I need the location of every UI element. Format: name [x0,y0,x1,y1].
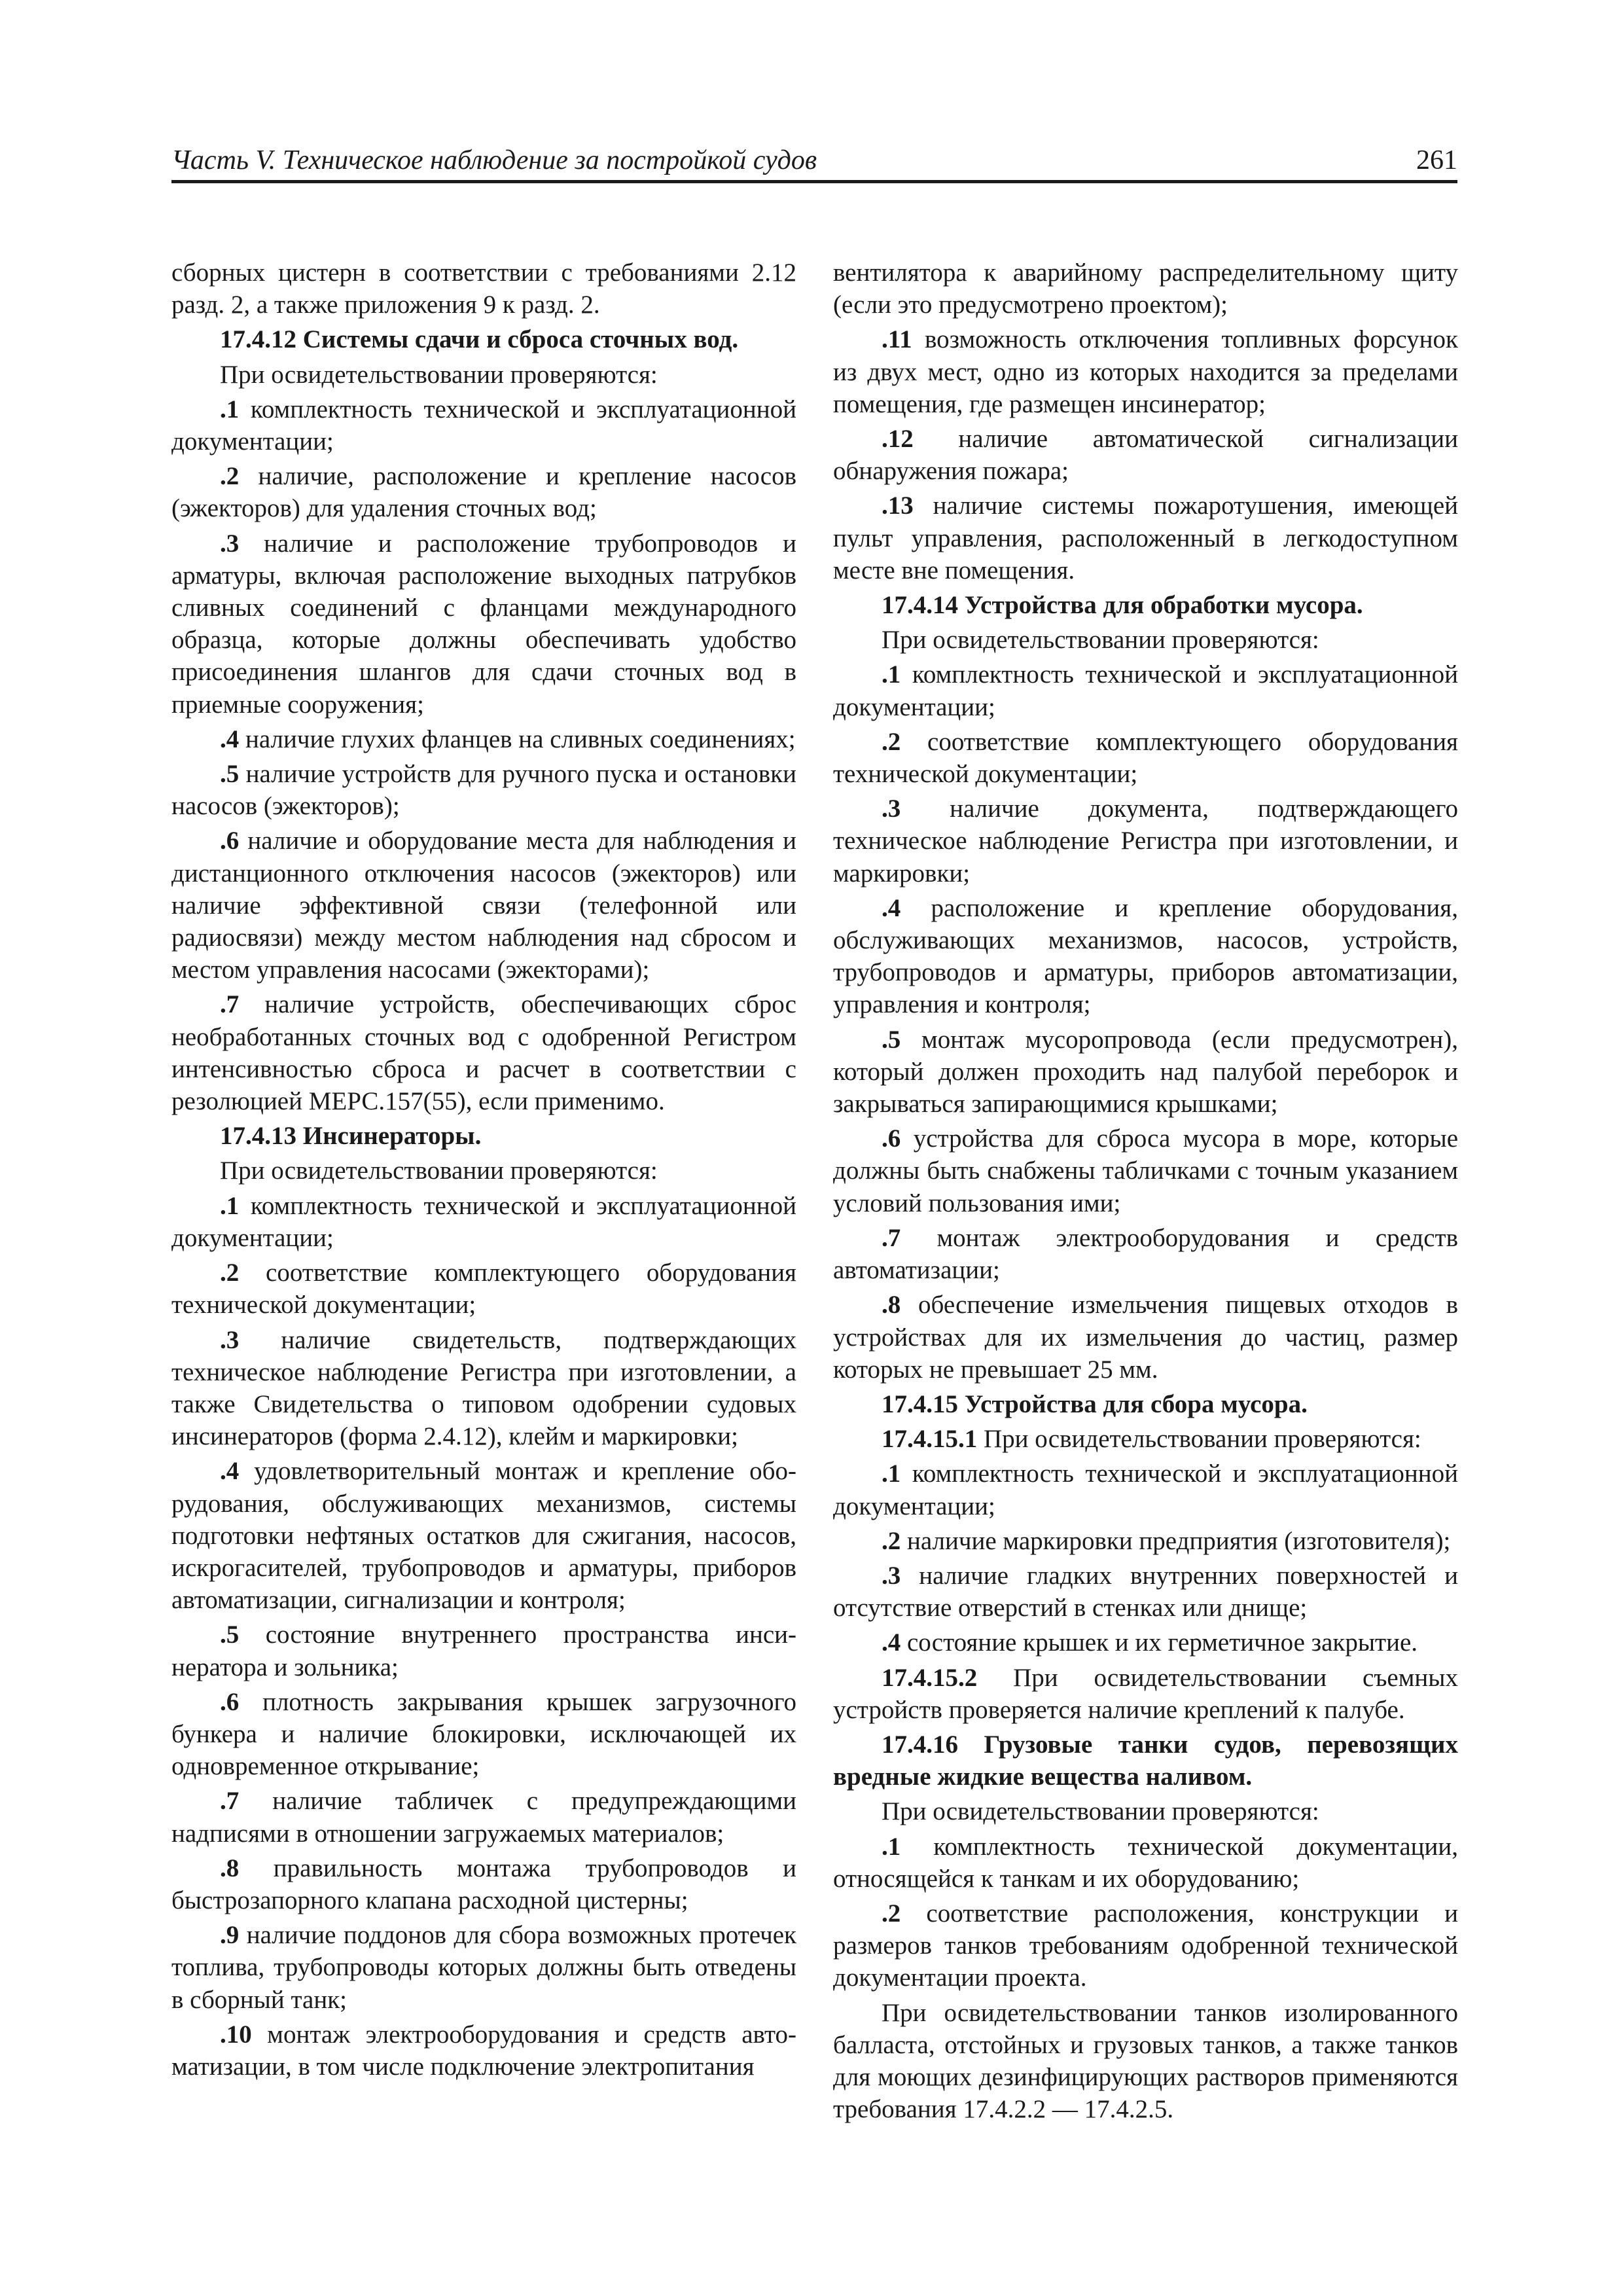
paragraph-text: монтаж электрооборудования и средств автоматизации, в том числе подключение электропитания [171,2020,796,2081]
paragraph [833,1024,1458,1121]
paragraph [171,1919,796,2016]
paragraph-text: наличие автоматической сигнализации обнаружения пожара; [833,425,1458,486]
item-number: .6 [882,1124,901,1153]
section-number: 17.4.14 [882,591,958,620]
paragraph [171,1190,796,1254]
item-number: .2 [882,727,901,756]
paragraph [171,1155,796,1187]
paragraph-text: наличие документа, подтверждающего техническое наблюдение Регистра при изготовлении, и маркировки; [833,795,1458,888]
paragraph [171,1120,796,1152]
paragraph [833,1997,1458,2126]
paragraph-text: возможность отключения топливных форсунок из двух мест, одно из которых находится за пределами помещения, где размещен инсинератор; [833,325,1458,418]
paragraph [171,1257,796,1321]
item-number: .2 [220,462,240,491]
paragraph-text: сборных цистерн в соответствии с требованиями 2.12 разд. 2, а также приложения 9 к разд. 2. [171,259,796,319]
item-number: .6 [220,827,240,855]
paragraph [833,793,1458,889]
paragraph [833,1729,1458,1793]
section-number: 17.4.15 [882,1390,958,1418]
paragraph [833,1560,1458,1624]
paragraph [833,624,1458,656]
paragraph-text: монтаж электрооборудования и средств автоматизации; [833,1223,1458,1285]
paragraph-text: наличие маркировки предприятия (изготовителя); [901,1526,1451,1555]
paragraph-text: соответствие комплектующего оборудования технической документации; [833,727,1458,789]
paragraph-text: наличие поддонов для сбора возможных протечек топлива, трубопроводы которых должны быть отведены в сборный танк; [171,1921,796,2014]
paragraph [833,490,1458,586]
paragraph [833,1388,1458,1420]
paragraph [833,1122,1458,1219]
item-number: 17.4.15.1 [882,1425,978,1454]
paragraph-text: При освидетельствовании танков изолированного балласта, отстойных и грузовых танков, а также танков для моющих дезинфицирующих растворов применяются требования 17.4.2.2 — 17.4.2.5. [833,1998,1458,2124]
paragraph-text: плотность закрывания крышек загрузочного бункера и наличие блокировки, исключающей их одновременное открывание; [171,1687,796,1781]
paragraph [833,1458,1458,1522]
item-number: .3 [882,1561,901,1590]
running-header [171,141,1457,183]
paragraph-text: обеспечение измельчения пищевых отходов в устройствах для их измельчения до частиц, размер которых не превышает 25 мм. [833,1291,1458,1384]
paragraph-text: наличие, расположение и крепление насосов (эжекторов) для удаления сточных вод; [171,462,796,523]
paragraph-text: наличие табличек с предупреждающими надписями в отношении загружаемых материалов; [171,1787,796,1848]
item-number: .1 [882,1832,901,1861]
paragraph-text: комплектность технической и эксплуатационной документации; [833,1460,1458,1520]
paragraph-text: вентилятора к аварийному распределительному щиту (если это предусмотрено проектом); [833,259,1458,319]
paragraph [171,2018,796,2083]
item-number: .4 [220,725,240,753]
paragraph-text: наличие системы пожаротушения, имеющей пульт управления, расположенный в легкодоступном месте вне помещения. [833,492,1458,584]
item-number: .2 [220,1259,240,1287]
paragraph [171,393,796,457]
right-column [833,257,1458,2125]
paragraph [833,257,1458,321]
paragraph-text: При освидетельствовании съемных устройств проверяется наличие креплений к палубе. [833,1663,1458,1724]
paragraph [171,825,796,986]
paragraph [833,1289,1458,1386]
item-number: .1 [220,395,240,423]
paragraph [833,1423,1458,1455]
paragraph-text: наличие глухих фланцев на сливных соединениях; [239,725,796,753]
item-number: .8 [882,1291,901,1319]
item-number: .5 [220,1621,240,1649]
item-number: .10 [220,2020,252,2049]
paragraph [833,323,1458,420]
section-number: 17.4.12 [220,325,296,354]
section-heading: Устройства для сбора мусора. [958,1390,1308,1418]
item-number: .2 [882,1899,901,1928]
paragraph-text: наличие свидетельств, подтверждающих техническое наблюдение Регистра при изготовлении, а также Свидетельства о типовом одобрении судовых инсинераторов (форма 2.4.12), клейм и маркировки; [171,1325,796,1451]
section-number: 17.4.16 [882,1730,958,1759]
paragraph [833,1626,1458,1659]
item-number: .2 [882,1526,901,1555]
paragraph [171,1324,796,1453]
paragraph [833,726,1458,790]
paragraph [171,1785,796,1849]
item-number: .9 [220,1921,240,1950]
paragraph [833,658,1458,723]
paragraph-text: комплектность технической документации, относящейся к танкам и их оборудованию; [833,1832,1458,1893]
paragraph [171,723,796,755]
section-heading: Устройства для обработки мусора. [958,591,1363,620]
paragraph [171,460,796,524]
paragraph-text: При освидетельствовании проверяются: [882,626,1319,655]
paragraph-text: При освидетельствовании проверяются: [220,360,658,389]
section-heading: Грузовые танки судов, перевозящих вредные жидкие вещества наливом. [833,1730,1458,1791]
paragraph-text: соответствие расположения, конструкции и размеров танков требованиям одобренной технической документации проекта. [833,1899,1458,1992]
section-number: 17.4.13 [220,1122,296,1151]
item-number: .1 [882,660,901,689]
item-number: .4 [220,1457,240,1486]
paragraph-text: комплектность технической и эксплуатационной документации; [171,1191,796,1252]
item-number: .4 [882,893,901,922]
paragraph [833,1795,1458,1827]
paragraph [833,423,1458,487]
paragraph-text: монтаж мусоропровода (если предусмотрен), который должен проходить над палубой переборок и закрываться запирающимися крышками; [833,1025,1458,1119]
paragraph-text: комплектность технической и эксплуатационной документации; [171,395,796,456]
paragraph-text: комплектность технической и эксплуатационной документации; [833,660,1458,721]
paragraph-text: правильность монтажа трубопроводов и быстрозапорного клапана расходной цистерны; [171,1854,796,1914]
item-number: .4 [882,1628,901,1657]
paragraph-text: устройства для сброса мусора в море, которые должны быть снабжены табличками с точным указанием условий пользования ими; [833,1124,1458,1217]
paragraph-text: соответствие комплектующего оборудования технической документации; [171,1259,796,1319]
paragraph-text: удовлетворительный монтаж и крепление оборудования, обслуживающих механизмов, системы подготовки нефтяных остатков для сжигания, насосов, искрогасителей, трубопроводов и арматуры, приборов автоматизации, сигнализации и контроля; [171,1457,796,1615]
paragraph-text: наличие и расположение трубопроводов и арматуры, включая расположение выходных патрубков сливных соединений с фланцами международного образца, которые должны обеспечивать удобство присоединения шлангов для сдачи сточных вод в приемные сооружения; [171,529,796,719]
paragraph [833,1831,1458,1895]
item-number: .5 [220,760,240,789]
paragraph [171,758,796,822]
paragraph [171,1852,796,1916]
paragraph [171,1686,796,1783]
item-number: .7 [882,1223,901,1252]
paragraph [171,528,796,721]
paragraph-text: При освидетельствовании проверяются: [220,1157,658,1185]
paragraph-text: наличие гладких внутренних поверхностей и отсутствие отверстий в стенках или днище; [833,1561,1458,1623]
paragraph [171,1455,796,1616]
item-number: .3 [882,795,901,823]
paragraph-text: состояние крышек и их герметичное закрытие. [901,1628,1418,1657]
paragraph [171,323,796,355]
header-title: Часть V. Техническое наблюдение за постройкой судов [171,145,817,175]
item-number: 17.4.15.2 [882,1663,978,1692]
paragraph-text: наличие устройств, обеспечивающих сброс необработанных сточных вод с одобренной Регистром интенсивностью сброса и расчет в соответствии с резолюцией МЕРС.157(55), если применимо. [171,990,796,1116]
item-number: .13 [882,492,914,520]
section-heading: Системы сдачи и сброса сточных вод. [296,325,739,354]
item-number: .12 [882,425,914,454]
paragraph [171,988,796,1117]
item-number: .5 [882,1025,901,1054]
item-number: .1 [220,1191,240,1220]
item-number: .3 [220,1325,240,1354]
paragraph [833,589,1458,621]
left-column [171,257,796,2083]
paragraph-text: При освидетельствовании проверяются: [977,1425,1421,1454]
item-number: .11 [882,325,912,354]
item-number: .3 [220,529,240,558]
paragraph [833,1222,1458,1286]
item-number: .1 [882,1460,901,1488]
paragraph [833,1525,1458,1557]
page-number: 261 [1416,145,1457,175]
item-number: .7 [220,990,240,1019]
paragraph [833,1662,1458,1726]
paragraph [171,359,796,391]
paragraph-text: При освидетельствовании проверяются: [882,1797,1319,1826]
item-number: .7 [220,1787,240,1816]
paragraph-text: наличие устройств для ручного пуска и остановки насосов (эжекторов); [171,760,796,821]
paragraph [833,892,1458,1021]
paragraph [171,1619,796,1683]
paragraph-text: состояние внутреннего пространства инсинератора и зольника; [171,1621,796,1681]
paragraph [171,257,796,321]
paragraph-text: расположение и крепление оборудования, обслуживающих механизмов, насосов, устройств, трубопроводов и арматуры, приборов автоматизации, управления и контроля; [833,893,1458,1019]
item-number: .6 [220,1687,240,1716]
paragraph [833,1897,1458,1994]
paragraph-text: наличие и оборудование места для наблюдения и дистанционного отключения насосов (эжекторов) или наличие эффективной связи (телефонной или радиосвязи) между местом наблюдения над сбросом и местом управления насосами (эжекторами); [171,827,796,984]
section-heading: Инсинераторы. [296,1122,482,1151]
item-number: .8 [220,1854,240,1882]
